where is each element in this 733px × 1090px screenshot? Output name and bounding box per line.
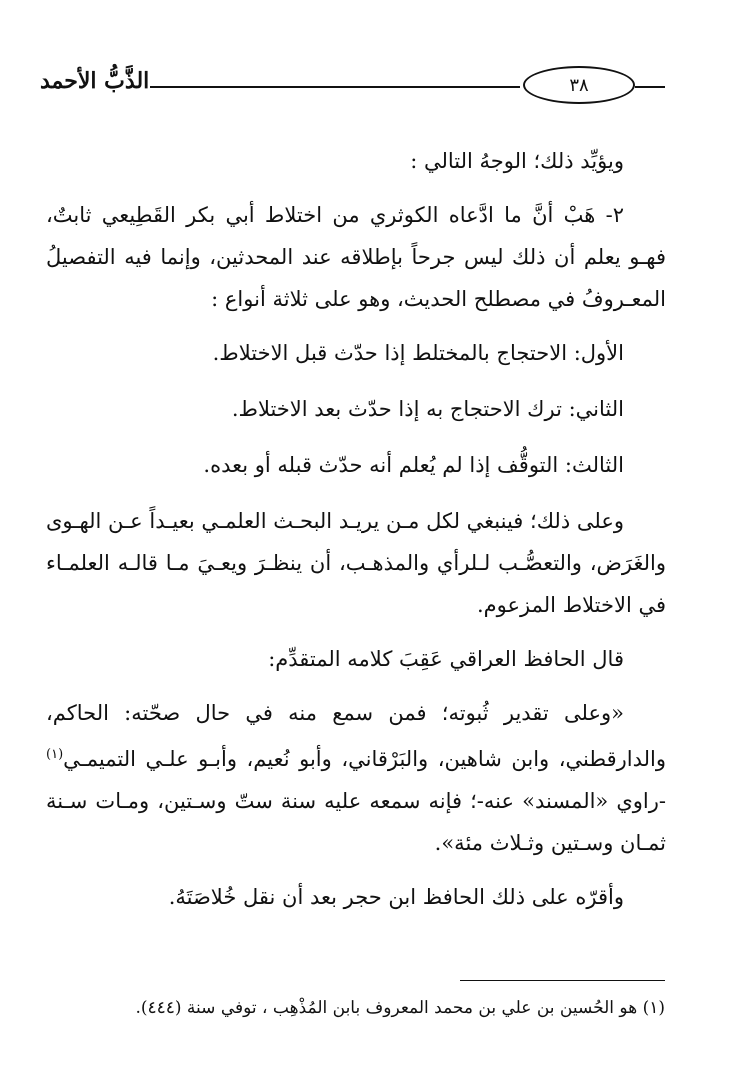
quotation (46, 692, 666, 864)
quotation-part-1: «وعلى تقدير ثُبوته؛ فمن سمع منه في حال صحّته: الحاكم، والدارقطني، وابن شاهين، والبَرْقاني، وأبو نُعيم، وأبـو علـي التميمـي (46, 701, 666, 771)
header-rule (150, 86, 520, 88)
paragraph-ibn-hajar: وأقرّه على ذلك الحافظ ابن حجر بعد أن نقل خُلاصَتَهُ. (168, 885, 624, 909)
type-third: الثالث: التوقُّف إذا لم يُعلم أنه حدّث قبله أو بعده. (203, 453, 624, 477)
page-header (40, 60, 665, 110)
paragraph-intro: ويؤيِّد ذلك؛ الوجهُ التالي : (410, 149, 624, 173)
footnote-reference[interactable]: (١) (46, 747, 64, 762)
footnote: (١) هو الحُسين بن علي بن محمد المعروف بابن المُذْهِب ، توفي سنة (٤٤٤). (135, 998, 665, 1018)
type-second: الثاني: ترك الاحتجاج به إذا حدّث بعد الاختلاط. (231, 397, 624, 421)
quotation-part-2: -راوي «المسند» عنه-؛ فإنه سمعه عليه سنة ستّ وسـتين، ومـات سـنة ثمـان وسـتين وثـلاث مئة». (46, 789, 666, 855)
paragraph-iraqi-intro: قال الحافظ العراقي عَقِبَ كلامه المتقدِّم: (268, 647, 624, 671)
main-text (46, 140, 666, 930)
paragraph-point-2: ٢- هَبْ أنَّ ما ادَّعاه الكوثري من اختلاط أبي بكر القَطِيعي ثابتٌ، فهـو يعلم أن ذلك ليس جرحاً بإطلاقه عند المحدثين، وإنما فيه التفصيلُ المعـروفُ في مصطلح الحديث، وهو على ثلاثة أنواع : (46, 203, 666, 311)
footnote-separator (460, 980, 665, 981)
running-title: الذَّبُّ الأحمد (40, 68, 150, 94)
paragraph-conclusion: وعلى ذلك؛ فينبغي لكل مـن يريـد البحـث العلمـي بعيـداً عـن الهـوى والغَرَض، والتعصُّـب لـلرأي والمذهـب، أن ينظـرَ ويعـيَ مـا قالـه العلمـاء في الاختلاط المزعوم. (46, 509, 666, 617)
page-number: ٣٨ (523, 66, 635, 104)
type-first: الأول: الاحتجاج بالمختلط إذا حدّث قبل الاختلاط. (212, 341, 624, 365)
header-rule-right (635, 86, 665, 88)
